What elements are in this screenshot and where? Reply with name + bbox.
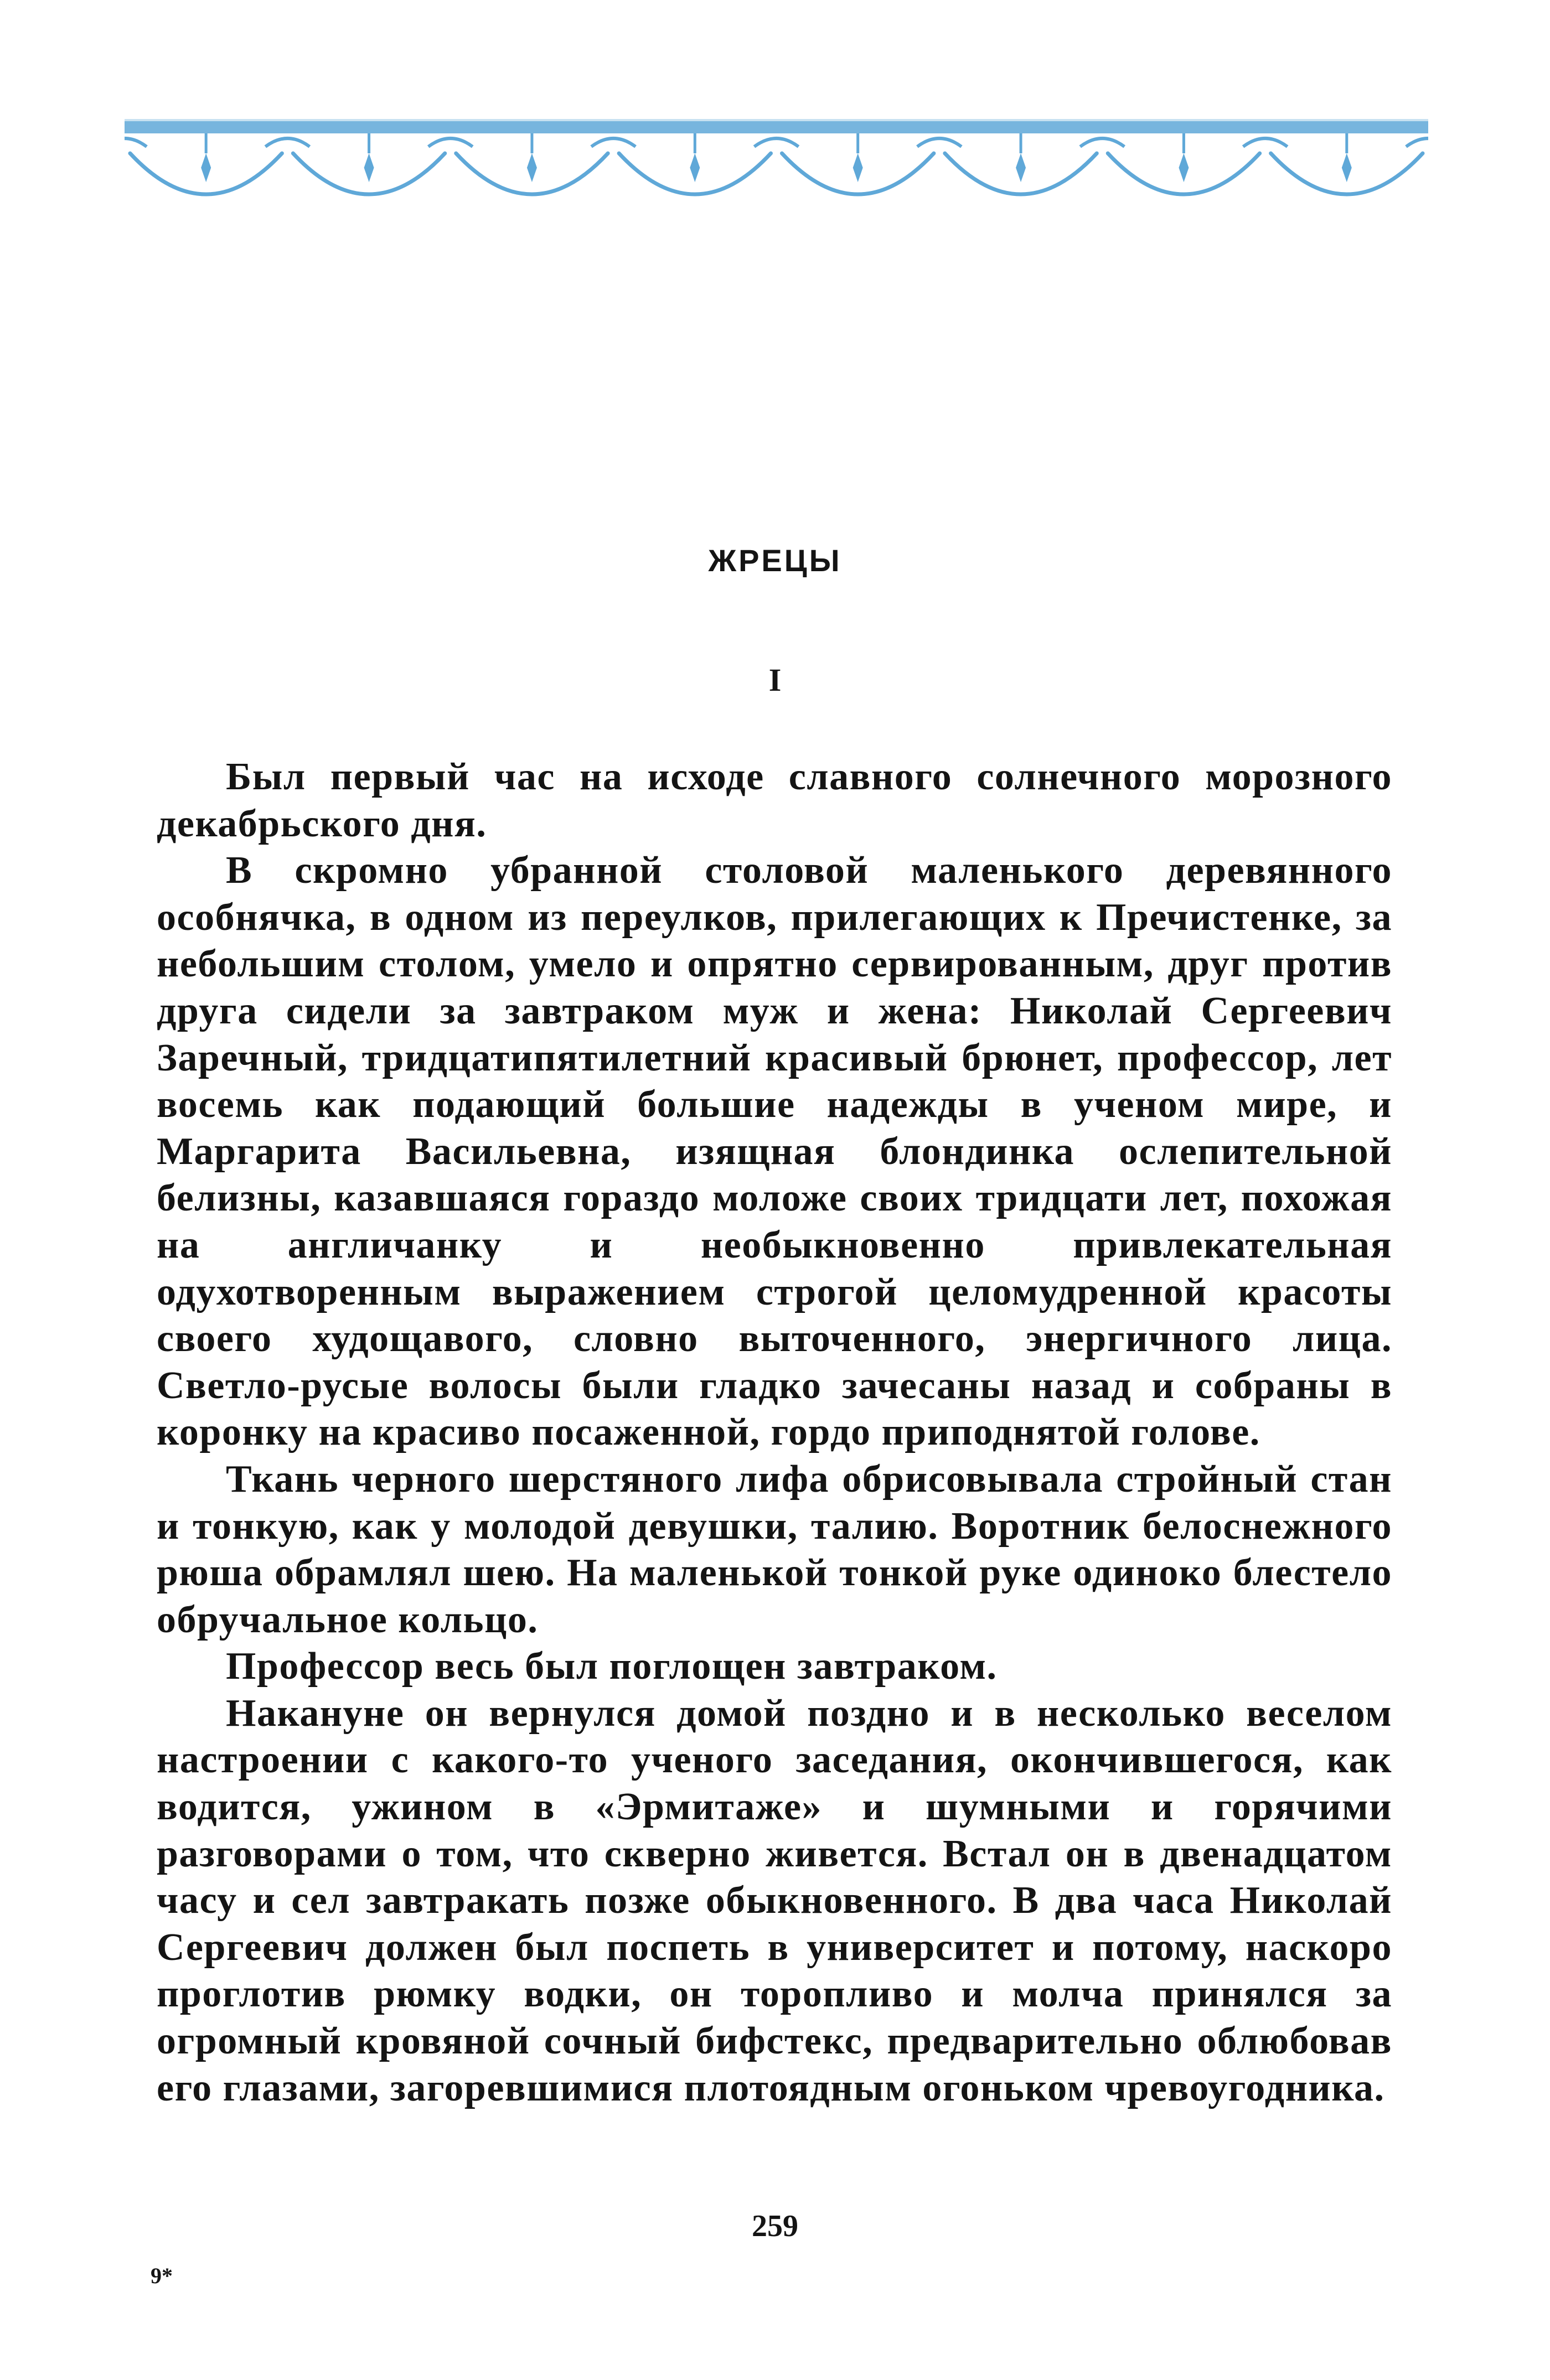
- story-title: ЖРЕЦЫ: [708, 543, 842, 578]
- page-number: 259: [752, 2209, 798, 2243]
- paragraph: Профессор весь был поглощен завтраком.: [226, 1645, 998, 1688]
- chapter-number: I: [768, 662, 782, 698]
- paragraph: Накануне он вернулся домой поздно и в несколько веселом настроении с какого-то ученого заседания, окончившегося, как водится, ужином в «Эрмитаже» и шумными и горячими разговорами о том, что скверно живется. Встал он в двенадцатом часу и сел завтракать позже обыкновенного. В два часа Николай Сергеевич должен был поспеть в университет и потому, наскоро проглотив рюмку водки, он торопливо и молча принялся за огромный кровяной сочный бифстекс, предварительно облюбовав его глазами, загоревшимися плотоядным огоньком чревоугодника.: [157, 1691, 1392, 2109]
- paragraph: Ткань черного шерстяного лифа обрисовывала стройный стан и тонкую, как у молодой девушки, талию. Воротник белоснежного рюша обрамлял шею. На маленькой тонкой руке одиноко блестело обручальное кольцо.: [157, 1457, 1392, 1641]
- body-text: [157, 754, 1392, 2112]
- paragraph: Был первый час на исходе славного солнечного морозного декабрьского дня.: [157, 756, 1392, 845]
- paragraph: В скромно убранной столовой маленького деревянного особнячка, в одном из переулков, прилегающих к Пречистенке, за небольшим столом, умело и опрятно сервированным, друг против друга сидели за завтраком муж и жена: Николай Сергеевич Заречный, тридцатипятилетний красивый брюнет, профессор, лет восемь как подающий большие надежды в ученом мире, и Маргарита Васильевна, изящная блондинка ослепительной белизны, казавшаяся гораздо моложе своих тридцати лет, похожая на англичанку и необыкновенно привлекательная одухотворенным выражением строгой целомудренной красоты своего худощавого, словно выточенного, энергичного лица. Светло-русые волосы были гладко зачесаны назад и собраны в коронку на красиво посаженной, гордо приподнятой голове.: [157, 849, 1392, 1454]
- signature-mark: 9*: [151, 2263, 173, 2288]
- garland-ornament-icon: [125, 119, 1428, 230]
